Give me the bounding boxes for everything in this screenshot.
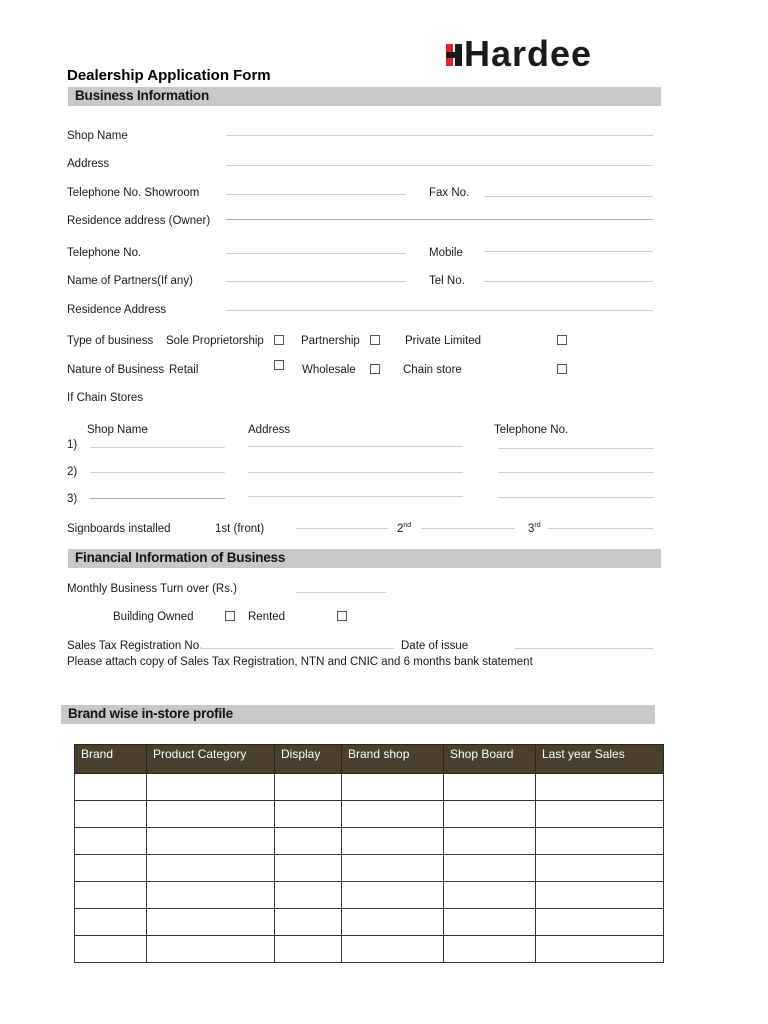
field-sign-second[interactable] [421,528,515,529]
table-cell[interactable] [75,774,147,801]
table-cell[interactable] [275,774,342,801]
table-row [75,882,664,909]
field-date-of-issue[interactable] [515,648,653,649]
label-telephone-showroom: Telephone No. Showroom [67,187,200,199]
field-shop-name[interactable] [226,135,653,136]
label-fax: Fax No. [429,187,470,199]
field-sales-tax[interactable] [200,648,394,649]
chain-header-shop-name: Shop Name [87,424,148,436]
table-cell[interactable] [536,774,664,801]
label-sole-proprietorship: Sole Proprietorship [166,335,264,347]
table-cell[interactable] [342,774,444,801]
chain-field-address-3[interactable] [248,496,463,497]
table-cell[interactable] [342,855,444,882]
table-cell[interactable] [342,909,444,936]
hardee-logo [442,30,650,78]
table-cell[interactable] [342,936,444,963]
label-building-owned: Building Owned [113,611,194,623]
label-residence: Residence Address [67,304,167,316]
column-header-brand-shop: Brand shop [342,745,444,774]
chain-field-address-1[interactable] [248,446,463,447]
page-title: Dealership Application Form [67,67,271,84]
section-bar-financial [68,549,661,568]
table-cell[interactable] [75,882,147,909]
chain-field-telephone-3[interactable] [498,497,654,498]
table-cell[interactable] [342,882,444,909]
label-nature-of-business: Nature of Business [67,364,165,376]
table-cell[interactable] [275,936,342,963]
field-turnover[interactable] [296,592,386,593]
label-type-of-business: Type of business [67,335,154,347]
table-cell[interactable] [275,882,342,909]
chain-field-address-2[interactable] [248,472,463,473]
table-cell[interactable] [342,801,444,828]
table-row [75,855,664,882]
label-wholesale: Wholesale [302,364,356,376]
field-partners[interactable] [226,281,406,282]
chain-row-label: 3) [67,493,78,505]
label-tel: Tel No. [429,275,465,287]
table-cell[interactable] [75,828,147,855]
table-cell[interactable] [444,774,536,801]
chain-row-label: 1) [67,439,78,451]
field-sign-first[interactable] [296,528,388,529]
chain-field-shop-1[interactable] [90,447,225,448]
chain-field-shop-2[interactable] [90,472,225,473]
label-sign-second: 2nd [397,522,412,535]
table-cell[interactable] [444,882,536,909]
column-header-shop-board: Shop Board [444,745,536,774]
label-date-of-issue: Date of issue [401,640,469,652]
table-cell[interactable] [444,909,536,936]
table-cell[interactable] [275,801,342,828]
table-cell[interactable] [147,882,275,909]
field-tel[interactable] [484,281,653,282]
column-header-display: Display [275,745,342,774]
field-telephone[interactable] [226,253,406,254]
field-mobile[interactable] [484,251,653,252]
label-turnover: Monthly Business Turn over (Rs.) [67,583,238,595]
field-telephone-showroom[interactable] [226,194,406,195]
table-cell[interactable] [444,855,536,882]
section-bar-brand [61,705,655,724]
checkbox-sole-proprietorship[interactable] [274,335,284,345]
logo-wordmark: Hardee [464,33,593,74]
table-cell[interactable] [275,909,342,936]
table-cell[interactable] [275,828,342,855]
column-header-last-year-sales: Last year Sales [536,745,664,774]
table-row [75,909,664,936]
table-cell[interactable] [147,909,275,936]
brand-table-header [75,745,664,774]
table-cell[interactable] [75,909,147,936]
checkbox-private-limited[interactable] [557,335,567,345]
section-bar-business [68,87,661,106]
label-if-chain-stores: If Chain Stores [67,392,144,404]
label-residence-owner: Residence address (Owner) [67,215,211,227]
field-residence-owner[interactable] [226,219,653,220]
label-private-limited: Private Limited [405,335,482,347]
chain-header-address: Address [248,424,291,436]
field-address[interactable] [226,165,653,166]
label-partnership: Partnership [301,335,360,347]
label-sign-first: 1st (front) [215,523,265,535]
table-cell[interactable] [444,801,536,828]
table-cell[interactable] [342,828,444,855]
checkbox-partnership[interactable] [370,335,380,345]
chain-field-shop-3[interactable] [90,498,225,499]
label-sign-third: 3rd [528,522,541,535]
table-cell[interactable] [536,828,664,855]
column-header-product-category: Product Category [147,745,275,774]
table-cell[interactable] [444,936,536,963]
label-shop-name: Shop Name [67,130,128,142]
table-cell[interactable] [147,936,275,963]
label-partners: Name of Partners(If any) [67,275,193,287]
table-cell[interactable] [147,774,275,801]
checkbox-rented[interactable] [337,611,347,621]
field-sign-third[interactable] [548,528,653,529]
label-telephone: Telephone No. [67,247,142,259]
brand-profile-table [74,744,664,963]
label-mobile: Mobile [429,247,463,259]
table-cell[interactable] [275,855,342,882]
chain-row-label: 2) [67,466,78,478]
table-cell[interactable] [536,882,664,909]
table-cell[interactable] [536,801,664,828]
section-title-financial: Financial Information of Business [75,550,286,565]
chain-header-telephone: Telephone No. [494,424,569,436]
table-row [75,774,664,801]
label-chain-store: Chain store [403,364,462,376]
section-title-brand: Brand wise in-store profile [68,706,233,721]
section-title-business: Business Information [75,88,210,103]
table-cell[interactable] [75,801,147,828]
table-cell[interactable] [75,855,147,882]
table-row [75,936,664,963]
label-signboards: Signboards installed [67,523,171,535]
checkbox-building-owned[interactable] [225,611,235,621]
table-cell[interactable] [147,828,275,855]
table-row [75,801,664,828]
field-fax[interactable] [484,196,653,197]
label-rented: Rented [248,611,286,623]
table-cell[interactable] [147,855,275,882]
table-cell[interactable] [536,909,664,936]
chain-field-telephone-1[interactable] [498,448,654,449]
column-header-brand: Brand [75,745,147,774]
table-cell[interactable] [444,828,536,855]
table-cell[interactable] [75,936,147,963]
table-cell[interactable] [536,936,664,963]
field-residence[interactable] [226,310,653,311]
checkbox-retail[interactable] [274,360,284,370]
attach-note: Please attach copy of Sales Tax Registration, NTN and CNIC and 6 months bank statement [67,656,533,668]
checkbox-chain-store[interactable] [557,364,567,374]
checkbox-wholesale[interactable] [370,364,380,374]
chain-field-telephone-2[interactable] [498,472,654,473]
label-sales-tax: Sales Tax Registration No. [67,640,203,652]
label-retail: Retail [169,364,199,376]
label-address: Address [67,158,110,170]
table-row [75,828,664,855]
table-cell[interactable] [147,801,275,828]
table-cell[interactable] [536,855,664,882]
